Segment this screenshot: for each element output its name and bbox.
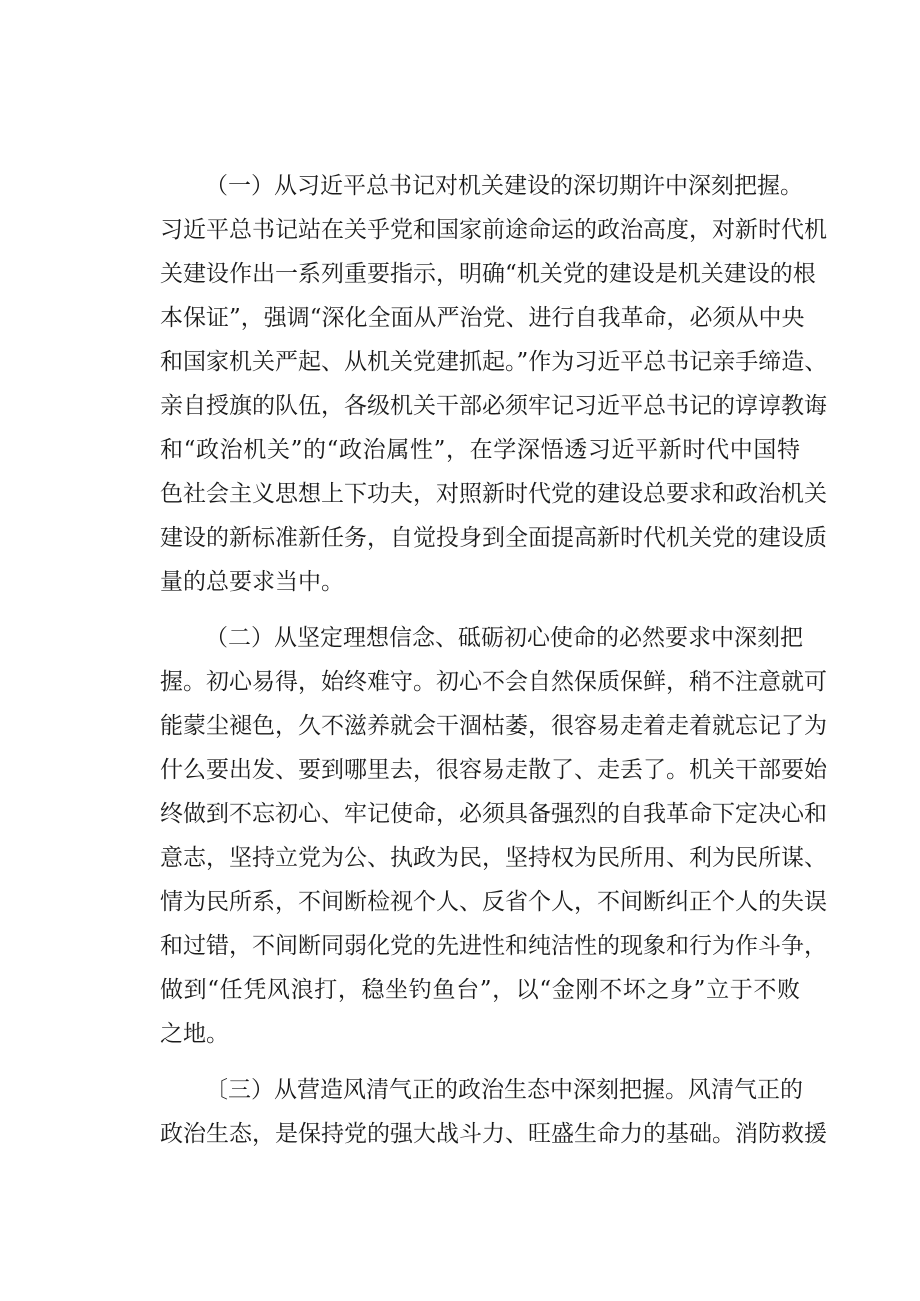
paragraph-1-line-5: 和国家机关严起、从机关党建抓起。”作为习近平总书记亲手缔造、 — [160, 349, 828, 375]
paragraph-2-line-3: 能蒙尘褪色，久不滋养就会干涸枯萎，很容易走着走着就忘记了为 — [160, 713, 827, 739]
paragraph-1-line-9: 建设的新标准新任务，自觉投身到全面提高新时代机关党的建设质 — [160, 525, 827, 551]
paragraph-2-line-10: 之地。 — [160, 1021, 229, 1047]
paragraph-1-line-7: 和“政治机关”的“政治属性”，在学深悟透习近平新时代中国特 — [160, 437, 800, 463]
paragraph-1-line-4: 本保证”，强调“深化全面从严治党、进行自我革命，必须从中央 — [160, 305, 805, 331]
paragraph-2-line-4: 什么要出发、要到哪里去，很容易走散了、走丢了。机关干部要始 — [160, 757, 827, 783]
paragraph-2-line-8: 和过错，不间断同弱化党的先进性和纯洁性的现象和行为作斗争， — [160, 933, 827, 959]
paragraph-2-line-1: （二）从坚定理想信念、砥砺初心使命的必然要求中深刻把 — [205, 625, 803, 651]
paragraph-2-line-7: 情为民所系，不间断检视个人、反省个人，不间断纠正个人的失误 — [160, 889, 827, 915]
paragraph-2-line-2: 握。初心易得，始终难守。初心不会自然保质保鲜，稍不注意就可 — [160, 669, 827, 695]
paragraph-1-line-1: （一）从习近平总书记对机关建设的深切期许中深刻把握。 — [205, 173, 803, 199]
paragraph-3-line-1: 〔三）从营造风清气正的政治生态中深刻把握。风清气正的 — [205, 1077, 803, 1103]
paragraph-1-line-6: 亲自授旗的队伍，各级机关干部必须牢记习近平总书记的谆谆教诲 — [160, 393, 827, 419]
paragraph-2-line-6: 意志，坚持立党为公、执政为民，坚持权为民所用、利为民所谋、 — [160, 845, 827, 871]
paragraph-2-line-5: 终做到不忘初心、牢记使命，必须具备强烈的自我革命下定决心和 — [160, 801, 827, 827]
paragraph-1-line-2: 习近平总书记站在关乎党和国家前途命运的政治高度，对新时代机 — [160, 217, 827, 243]
paragraph-1-line-10: 量的总要求当中。 — [160, 569, 344, 595]
paragraph-2-line-9: 做到“任凭风浪打，稳坐钓鱼台”，以“金刚不坏之身”立于不败 — [160, 977, 800, 1003]
paragraph-1-line-8: 色社会主义思想上下功夫，对照新时代党的建设总要求和政治机关 — [160, 481, 827, 507]
paragraph-1-line-3: 关建设作出一系列重要指示，明确“机关党的建设是机关建设的根 — [160, 261, 816, 287]
paragraph-3-line-2: 政治生态，是保持党的强大战斗力、旺盛生命力的基础。消防救援 — [160, 1121, 827, 1147]
